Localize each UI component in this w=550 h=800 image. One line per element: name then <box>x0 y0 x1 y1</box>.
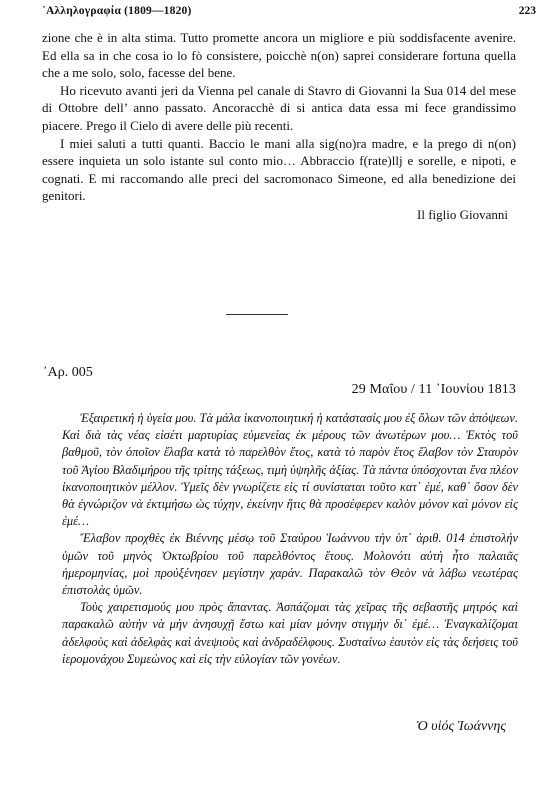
greek-paragraph: Τοὺς χαιρετισμούς μου πρὸς ἅπαντας. Ἀσπάζομαι τὰς χεῖρας τῆς σεβαστῆς μητρός καὶ παρακαλῶ αὐτὴν νὰ μὴν ἀνησυχῇ ἔστω καὶ μίαν μόνην στιγμὴν δι᾿ ἐμέ… Ἐναγκαλίζομαι ἀδελφοὺς καὶ ἀδελφὰς καὶ ἀνεψιοὺς καὶ ἀνδραδέλφους. Συσταίνω ἑαυτὸν εἰς τὰς δεήσεις τοῦ ἱερομονάχου Συμεὼνος καὶ εἰς τὴν εὐλογίαν τῶν γονέων. <box>62 600 518 666</box>
greek-paragraph: Ἔλαβον προχθὲς ἐκ Βιέννης μέσῳ τοῦ Σταύρου Ἰωάννου τὴν ὑπ᾿ ἀριθ. 014 ἐπιστολήν ὑμῶν τοῦ μηνὸς Ὀκτωβρίου τοῦ παρελθόντος ἔτους. Μολονότι αὐτὴ ἦτο παλαιᾶς ἡμερομηνίας, μοὶ προὐξένησεν μεγίστην χαράν. Παρακαλῶ τὸν Θεὸν νὰ λάβω νεωτέρας ἐπιστολὰς ὑμῶν. <box>62 531 518 598</box>
running-head-title: ᾿Αλληλογραφία (1809—1820) <box>42 5 192 17</box>
italian-letter <box>42 29 516 224</box>
document-date: 29 Μαΐου / 11 ᾿Ιουνίου 1813 <box>351 382 516 397</box>
greek-letter <box>62 410 518 668</box>
running-head <box>42 5 536 21</box>
italian-signature: Il figlio Giovanni <box>417 206 508 222</box>
document-number: ᾿Αρ. 005 <box>43 365 93 380</box>
section-divider <box>226 314 288 315</box>
italian-paragraph: I miei saluti a tutti quanti. Baccio le mani alla sig(no)ra madre, e la prego di n(on) essere inquieta un solo istante sul conto mio… Abbraccio f(rate)llj e sorelle, e nipoti, e cognati. E mi raccomando alle preci del sacromonaco Simeone, ed alla benedizione dei genitori. <box>42 135 516 204</box>
greek-paragraph: Ἐξαιρετική ἡ ὑγεία μου. Τὰ μάλα ἱκανοποιητική ἡ κατάστασίς μου ἐξ ὅλων τῶν ἀπόψεων. Καὶ διὰ τὰς νέας εἰσέτι μαρτυρίας εὐμενείας ἐκ μέρους τῶν ἀνωτέρων μου… Ἐκτὸς τοῦ βαθμοῦ, τὸν ὁποῖον ἔλαβα κατὰ τὸ παρελθὸν ἔτος, κατὰ τὸ παρὸν ἔτος ἔλαβον τὸν Σταυρὸν τοῦ Ἁγίου Βλαδιμήρου τῆς τρίτης τάξεως, τιμὴ ὑψηλῆς ἀξίας. Τὰ πάντα ὑπόσχονται ἕνα πλέον ἱκανοποιητικὸν μέλλον. Ὑμεῖς δὲν γνωρίζετε εἰς τί συνίσταται τοῦτο κατ᾿ ἐμέ, καθ᾿ ὅσον δὲν θὰ ἐγνώριζον νὰ ἐκτιμήσω ὡς τύχην, ἐκείνην ἥτις θὰ προσέφερεν καλὸν μόνον καὶ μόνον εἰς ἐμέ… <box>62 411 518 529</box>
page-number: 223 <box>518 5 536 17</box>
greek-signature: Ὁ υἱός Ἰωάννης <box>416 719 506 734</box>
italian-paragraph: zione che è in alta stima. Tutto promette ancora un migliore e più soddisfacente avenire. Ed ella sa in che cosa io lo fò consistere, poicchè n(on) saprei considerare fortuna quella che a me solo, solo, facesse del bene. <box>42 30 516 81</box>
italian-paragraph: Ho ricevuto avanti jeri da Vienna pel canale di Stavro di Giovanni la Sua 014 del mese di Ottobre dell’ anno passato. Ancoracchè di si antica data essa mi fece grandissimo piacere. Prego il Cielo di avere delle più recenti. <box>42 82 516 133</box>
